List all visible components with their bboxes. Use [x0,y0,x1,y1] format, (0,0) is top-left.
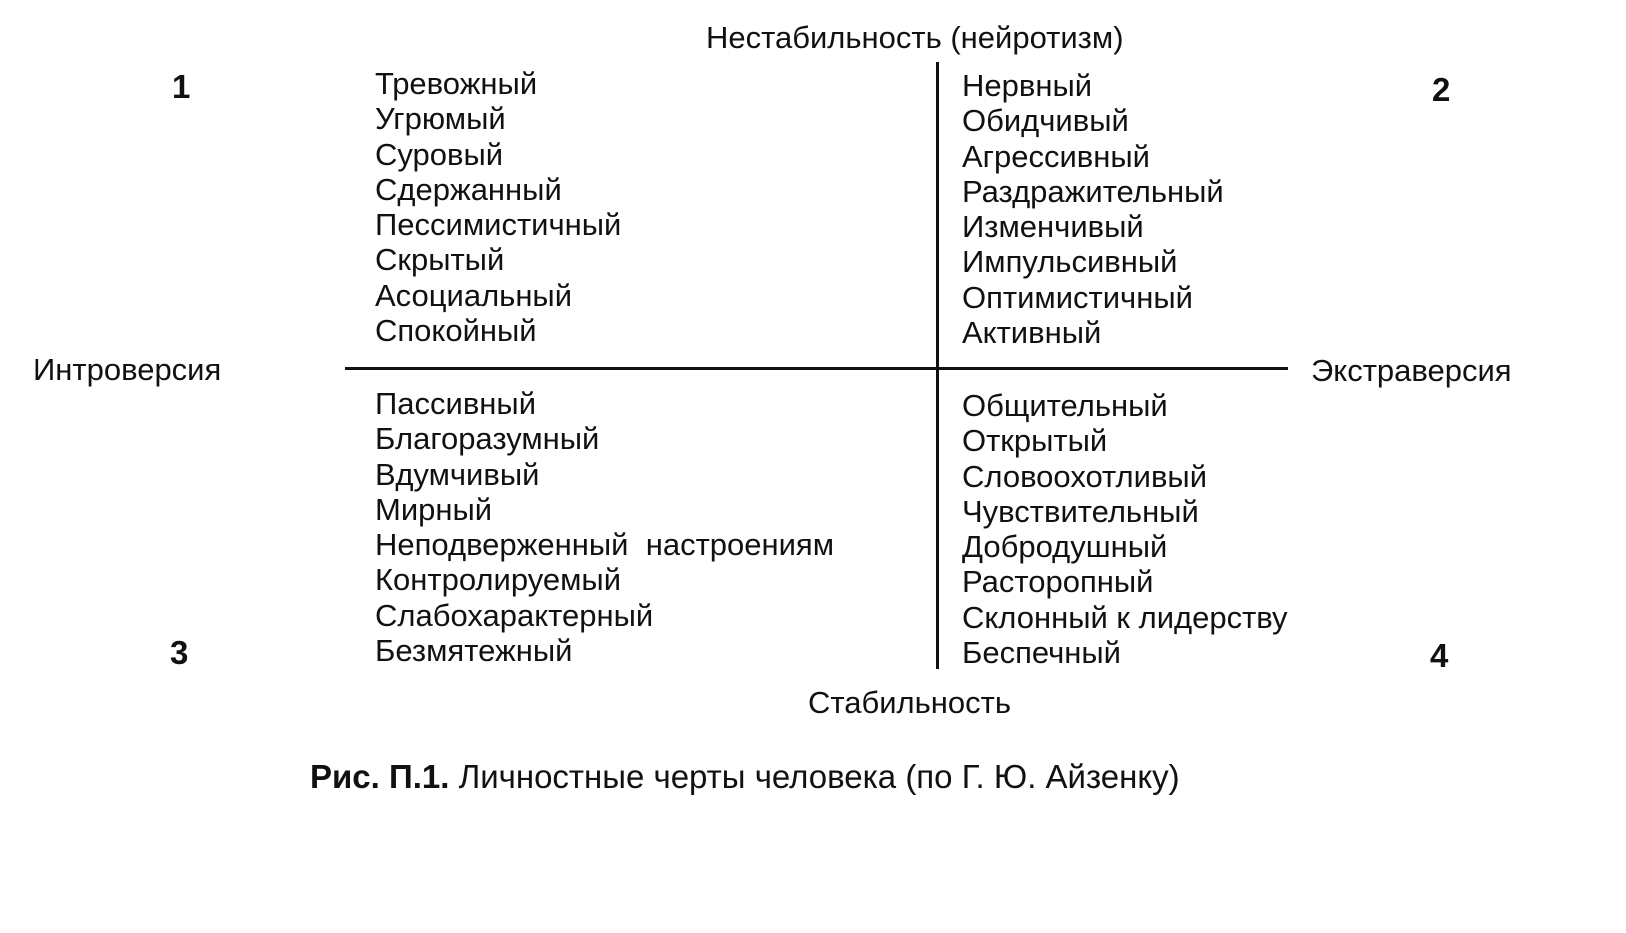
trait-item: Контролируемый [375,562,622,598]
trait-item: Импульсивный [962,244,1178,280]
figure-caption [310,760,1180,793]
trait-item: Слабохарактерный [375,597,654,633]
trait-item: Сдержанный [375,171,562,207]
axis-label-introversion: Интроверсия [33,352,222,387]
trait-item: Мирный [375,491,493,527]
trait-item: Нервный [962,68,1093,103]
trait-item: Безмятежный [375,633,573,669]
trait-item: Угрюмый [375,101,506,137]
trait-item: Пассивный [375,386,537,421]
trait-item: Вдумчивый [375,456,540,492]
trait-item: Словоохотливый [962,458,1208,494]
axis-label-instability: Нестабильность (нейротизм) [706,20,1124,55]
trait-item: Расторопный [962,564,1154,600]
quadrant-number-2: 2 [1432,71,1451,108]
trait-item: Тревожный [375,66,538,101]
horizontal-axis-line [345,367,1288,370]
trait-item: Добродушный [962,529,1168,565]
trait-item: Спокойный [375,313,537,349]
trait-item: Общительный [962,388,1168,423]
quadrant-number-4: 4 [1430,637,1449,674]
trait-item: Суровый [375,136,504,172]
quadrant-1-trait-list [375,66,621,348]
trait-item: Открытый [962,423,1108,459]
quadrant-4-trait-list [962,388,1288,670]
quadrant-3-trait-list [375,386,834,668]
trait-item: Чувствительный [962,493,1199,529]
trait-item: Раздражительный [962,173,1224,209]
trait-item: Скрытый [375,242,505,278]
axis-label-extraversion: Экстраверсия [1311,353,1512,388]
trait-item: Беспечный [962,635,1121,671]
trait-item: Асоциальный [375,277,573,313]
figure-caption-label: Рис. П.1. [310,758,450,795]
figure-caption-text: Личностные черты человека (по Г. Ю. Айзенку) [449,758,1180,795]
quadrant-number-1: 1 [172,68,191,105]
vertical-axis-line [936,62,939,669]
trait-item: Склонный к лидерству [962,599,1288,635]
trait-item: Оптимистичный [962,279,1193,315]
axis-label-stability: Стабильность [808,685,1011,720]
trait-item: Изменчивый [962,209,1144,245]
trait-item: Агрессивный [962,138,1150,174]
trait-item: Пессимистичный [375,207,622,243]
trait-item: Благоразумный [375,421,600,457]
quadrant-2-trait-list [962,68,1224,350]
trait-item: Неподверженный настроениям [375,527,835,563]
quadrant-number-3: 3 [170,634,189,671]
trait-item: Активный [962,315,1102,351]
trait-item: Обидчивый [962,103,1129,139]
